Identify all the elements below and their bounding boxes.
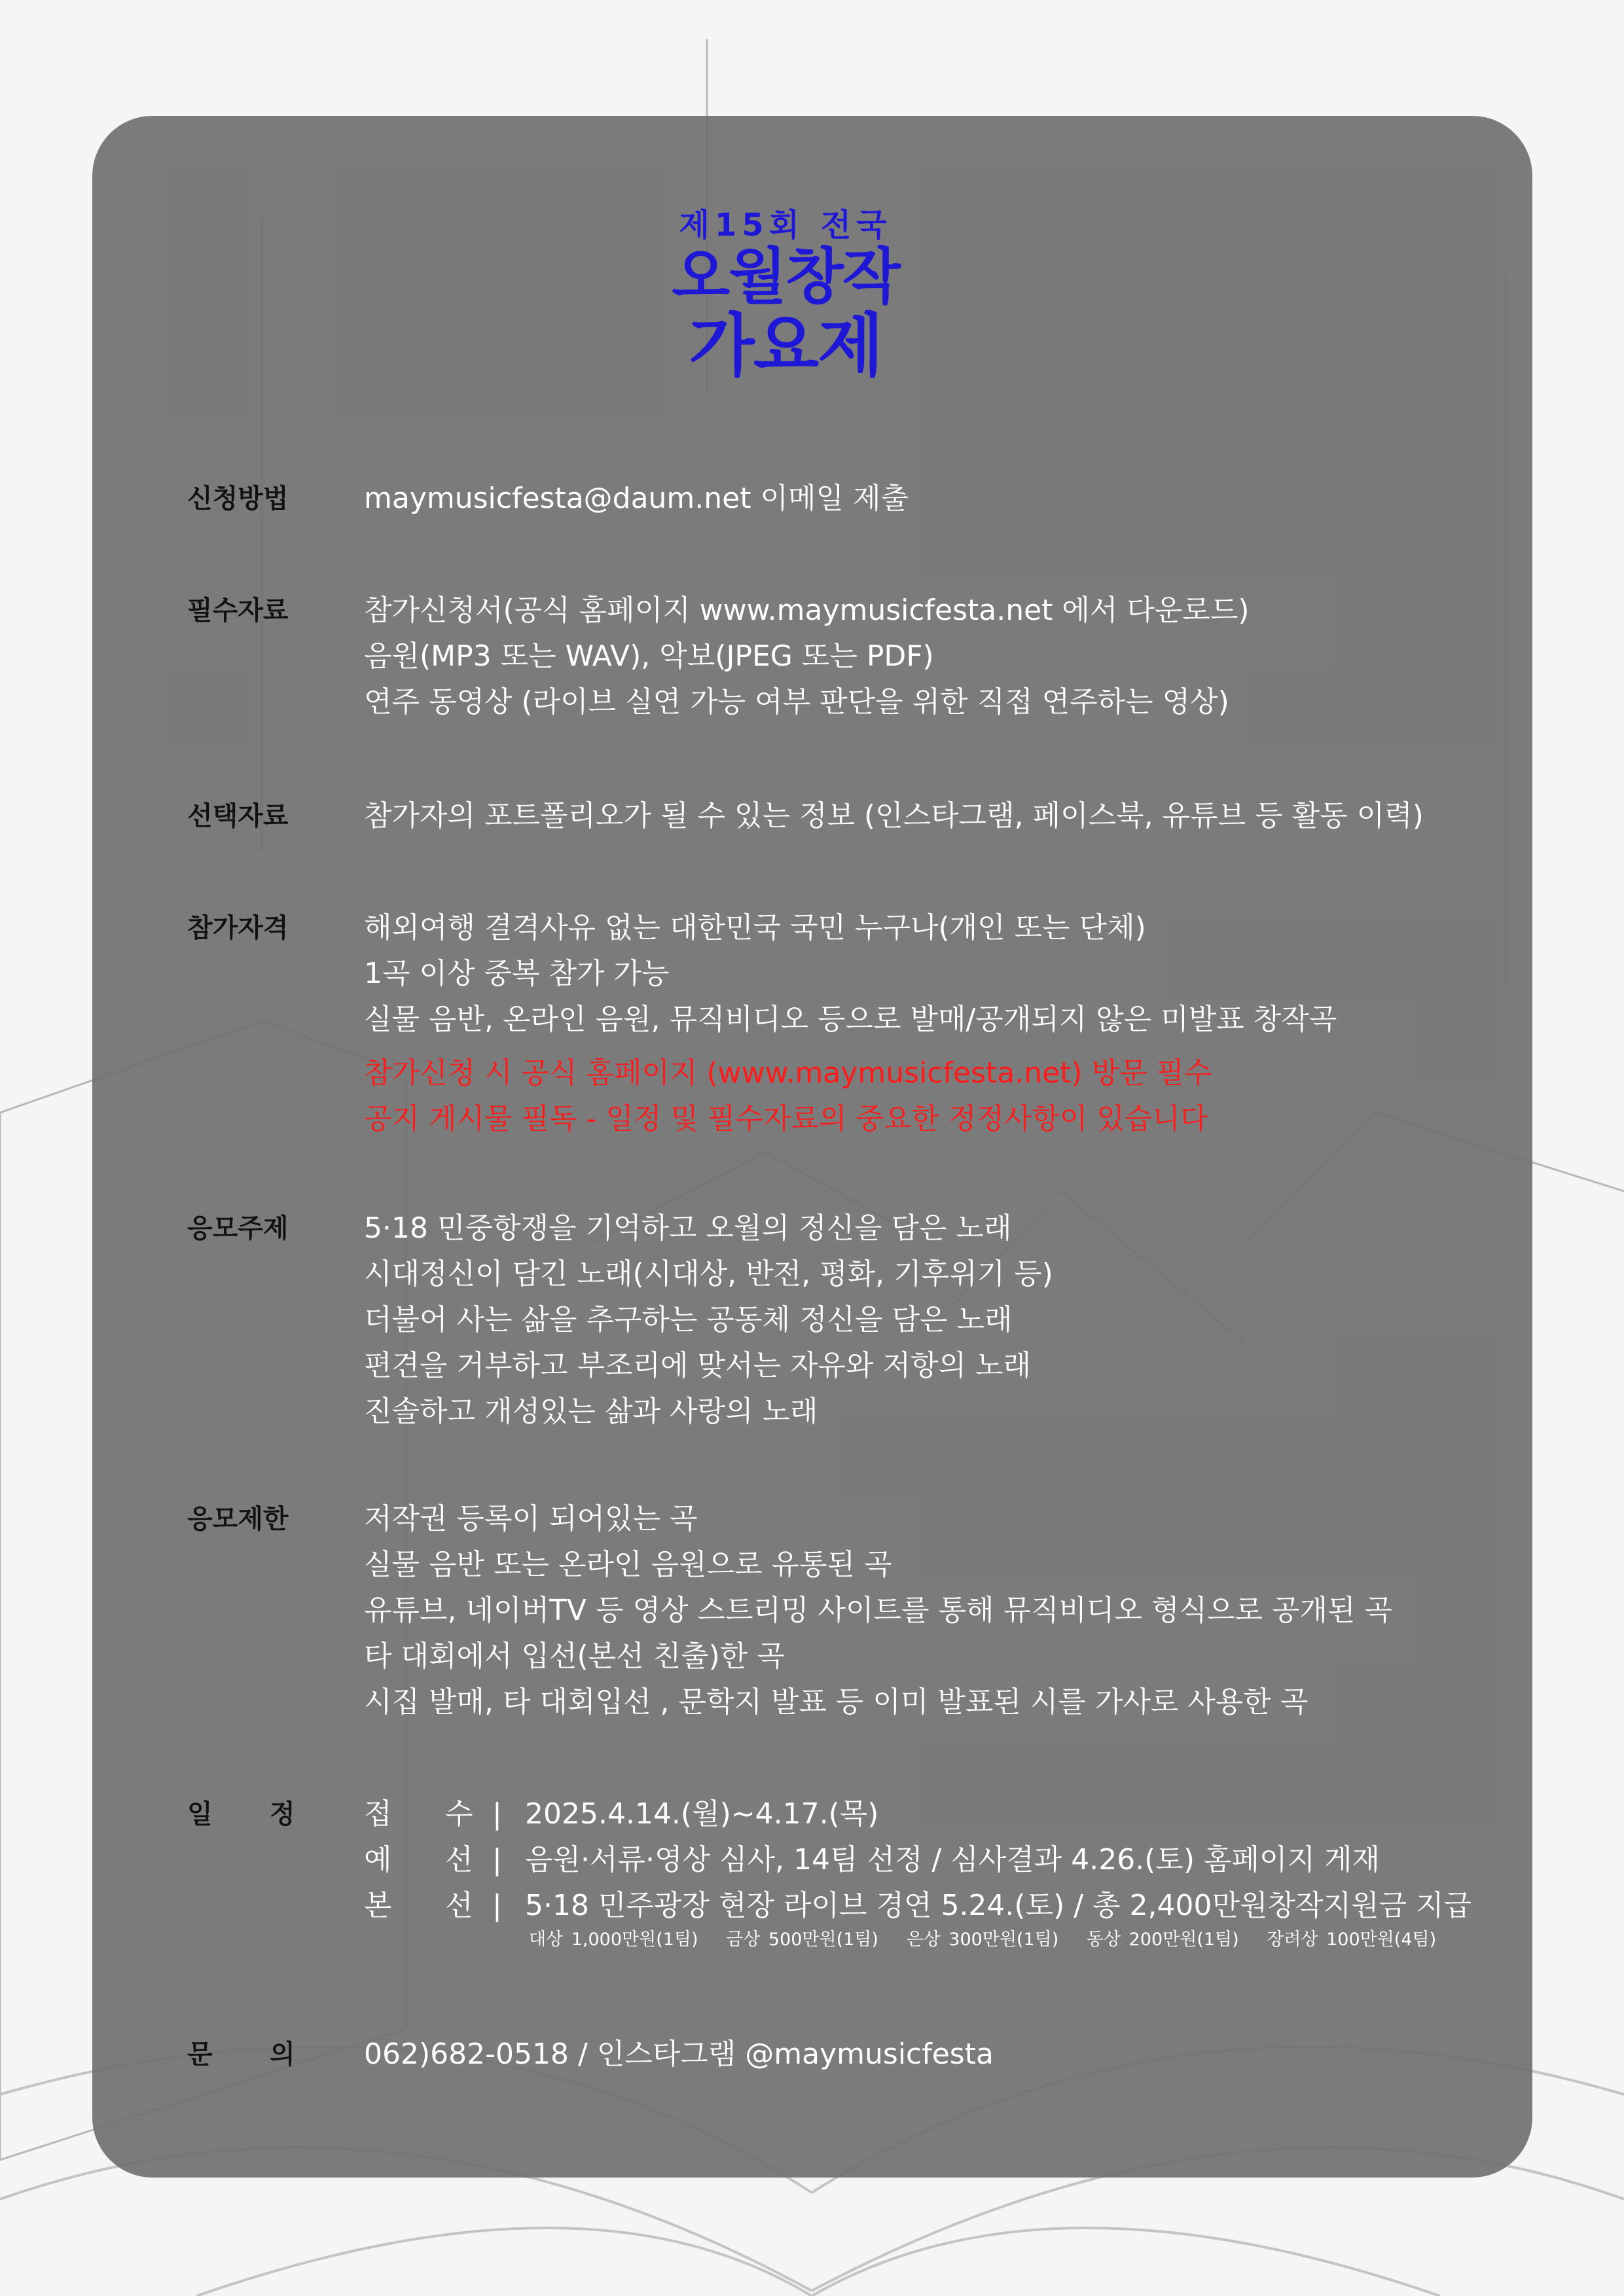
prize-list: [364, 1929, 1516, 1955]
logo-edition: 제15회 전국: [679, 207, 892, 243]
section-label: 신청방법: [187, 484, 289, 514]
restriction-line: 유튜브, 네이버TV 등 영상 스트리밍 사이트를 통해 뮤직비디오 형식으로 공개된 곡: [364, 1594, 1392, 1627]
schedule-item: [364, 1883, 1516, 1929]
prize-item: 동상 200만원(1팀): [1086, 1929, 1239, 1950]
schedule-key: 선: [445, 1843, 473, 1876]
notice-line: 공지 게시물 필독 - 일정 및 필수자료의 중요한 정정사항이 있습니다: [364, 1102, 1208, 1136]
restriction-line: 타 대회에서 입선(본선 친출)한 곡: [364, 1640, 785, 1673]
required-line: 연주 동영상 (라이브 실연 가능 여부 판단을 위한 직접 연주하는 영상): [364, 685, 1229, 719]
theme-line: 시대정신이 담긴 노래(시대상, 반전, 평화, 기후위기 등): [364, 1257, 1053, 1291]
festival-logo: [655, 206, 916, 386]
theme-line: 더불어 사는 삶을 추구하는 공동체 정신을 담은 노래: [364, 1303, 1013, 1336]
schedule-value: 2025.4.14.(월)~4.17.(목): [525, 1797, 879, 1831]
logo-title: 오월창작: [672, 242, 899, 312]
schedule-key: 선: [445, 1889, 473, 1922]
schedule-item: [364, 1837, 1516, 1883]
restriction-line: 실물 음반 또는 온라인 음원으로 유통된 곡: [364, 1548, 892, 1581]
restriction-line: 시집 발매, 타 대회입선 , 문학지 발표 등 이미 발표된 시를 가사로 사용한 곡: [364, 1685, 1308, 1719]
label-char: 일: [187, 1799, 213, 1829]
section-label: 응모주제: [187, 1213, 289, 1244]
schedule-key: 본: [364, 1889, 392, 1922]
label-char: 의: [270, 2039, 295, 2070]
label-char: 문: [187, 2039, 213, 2070]
theme-line: 5·18 민중항쟁을 기억하고 오월의 정신을 담은 노래: [364, 1211, 1012, 1245]
logo-subtitle: 가요제: [689, 306, 882, 386]
contact-line: 062)682-0518 / 인스타그램 @maymusicfesta: [364, 2037, 994, 2071]
section-label: 응모제한: [187, 1504, 289, 1534]
theme-line: 진솔하고 개성있는 삶과 사랑의 노래: [364, 1395, 818, 1428]
separator: |: [492, 1889, 502, 1922]
restriction-line: 저작권 등록이 되어있는 곡: [364, 1502, 698, 1535]
schedule-key: 접: [364, 1797, 392, 1831]
label-char: 정: [270, 1799, 295, 1829]
section-label: 필수자료: [187, 596, 289, 626]
section-label: 참가자격: [187, 913, 289, 943]
optional-line: 참가자의 포트폴리오가 될 수 있는 정보 (인스타그램, 페이스북, 유튜브 등 활동 이력): [364, 799, 1424, 833]
separator: |: [492, 1843, 502, 1876]
required-line: 음원(MP3 또는 WAV), 악보(JPEG 또는 PDF): [364, 639, 934, 673]
schedule-value: 음원·서류·영상 심사, 14팀 선정 / 심사결과 4.26.(토) 홈페이지 게재: [525, 1843, 1380, 1876]
theme-line: 편견을 거부하고 부조리에 맞서는 자유와 저항의 노래: [364, 1349, 1032, 1382]
schedule-item: [364, 1791, 1516, 1837]
separator: |: [492, 1797, 502, 1831]
prize-item: 장려상 100만원(4팀): [1267, 1929, 1437, 1950]
apply-line: maymusicfesta@daum.net 이메일 제출: [364, 482, 909, 515]
required-line: 참가신청서(공식 홈페이지 www.maymusicfesta.net 에서 다운로드): [364, 594, 1250, 627]
schedule-key: 예: [364, 1843, 392, 1876]
eligibility-line: 실물 음반, 온라인 음원, 뮤직비디오 등으로 발매/공개되지 않은 미발표 창작곡: [364, 1003, 1337, 1036]
schedule-key: 수: [445, 1797, 473, 1831]
section-label: 선택자료: [187, 801, 289, 831]
notice-line: 참가신청 시 공식 홈페이지 (www.maymusicfesta.net) 방문 필수: [364, 1056, 1212, 1090]
eligibility-line: 1곡 이상 중복 참가 가능: [364, 957, 670, 990]
prize-item: 금상 500만원(1팀): [726, 1929, 878, 1950]
eligibility-line: 해외여행 결격사유 없는 대한민국 국민 누구나(개인 또는 단체): [364, 911, 1146, 944]
prize-item: 은상 300만원(1팀): [906, 1929, 1059, 1950]
schedule-value: 5·18 민주광장 현장 라이브 경연 5.24.(토) / 총 2,400만원창작지원금 지급: [525, 1889, 1472, 1922]
prize-item: 대상 1,000만원(1팀): [529, 1929, 698, 1950]
